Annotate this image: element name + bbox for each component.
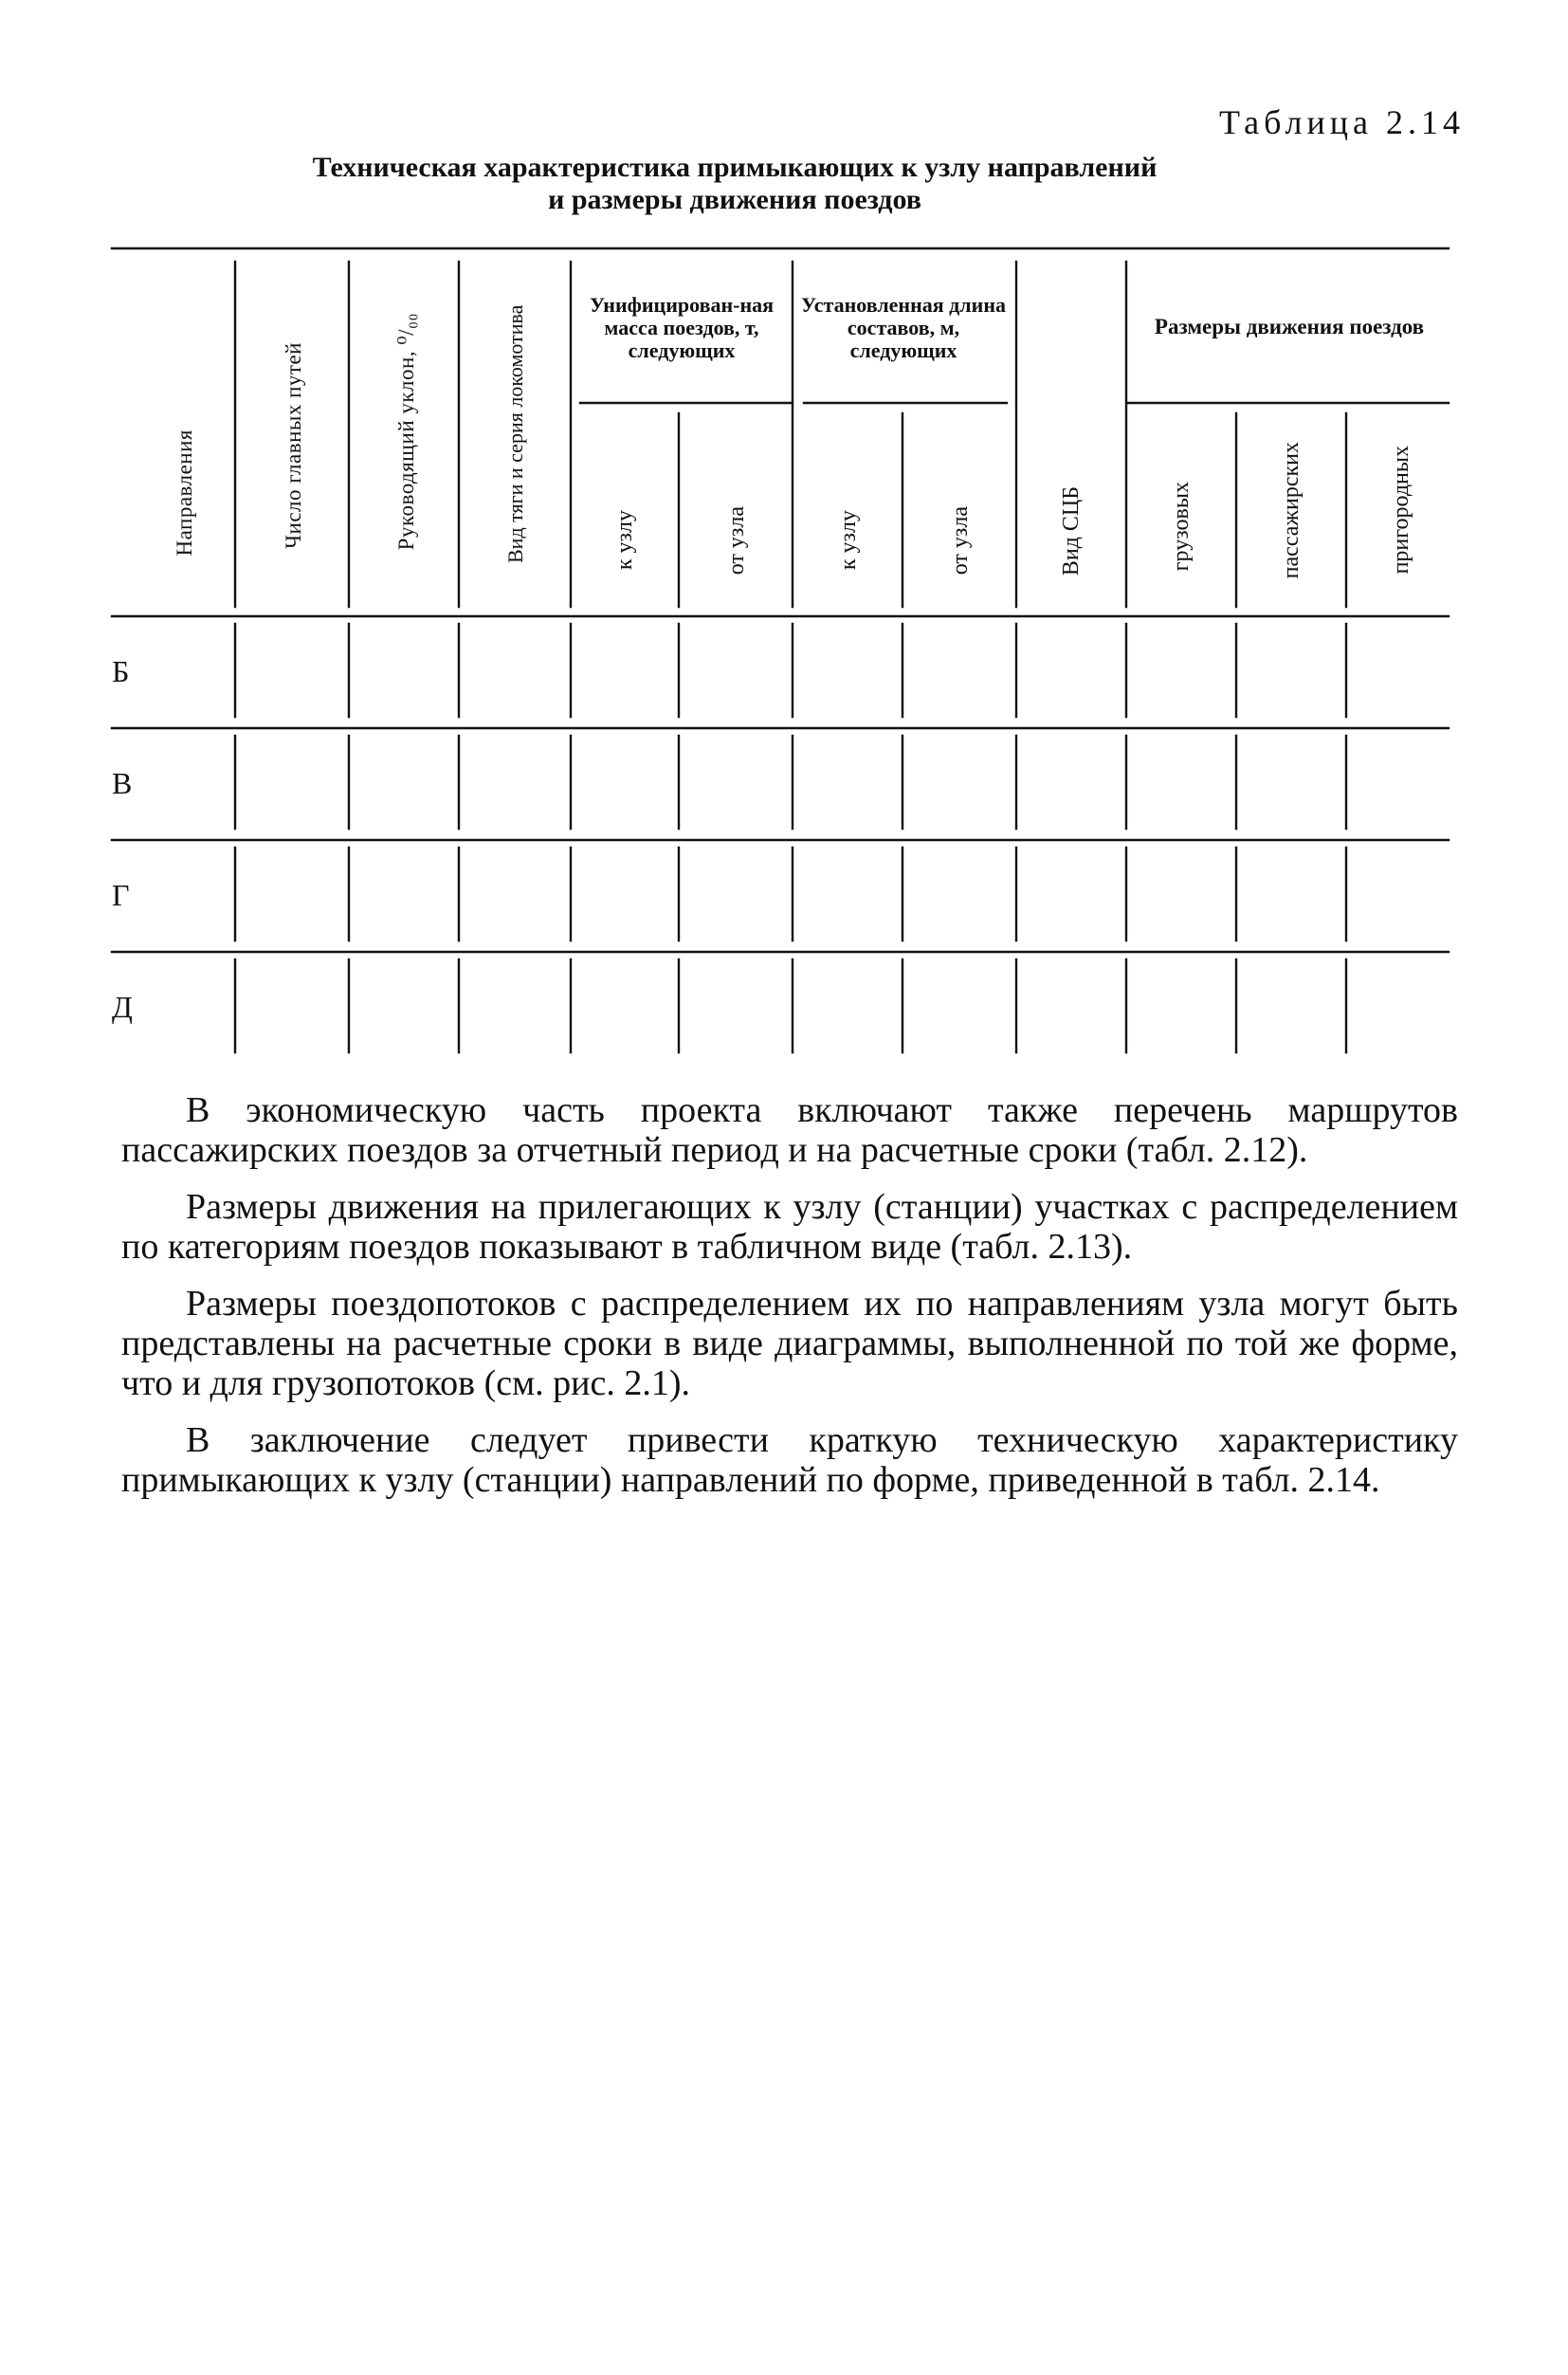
col-main-tracks: Число главных путей [282, 342, 305, 549]
caption-line-1: Техническая характеристика примыкающих к узлу направлений [312, 152, 1158, 183]
paragraph-4: В заключение следует привести краткую техническую характеристику примыкающих к узлу (станции) направлений по форме, приведенной в табл. 2.14. [121, 1420, 1458, 1500]
col-grade: Руководящий уклон, ⁰/₀₀ [394, 312, 418, 551]
col-freight: грузовых [1169, 481, 1194, 572]
table-number: Таблица 2.14 [1219, 103, 1465, 141]
col-direction: Направления [173, 429, 196, 557]
col-group-traffic: Размеры движения поездов [1154, 315, 1425, 338]
paragraph-1: В экономическую часть проекта включают также перечень маршрутов пассажирских поездов за отчетный период и на расчетные сроки (табл. 2.12). [121, 1090, 1458, 1170]
row-label-b: Б [112, 654, 130, 688]
row-label-g: Г [112, 878, 130, 912]
col-length-from: от узла [948, 505, 973, 575]
col-group-length: Установленная длина составов, м, следующих [800, 293, 1006, 362]
caption-line-2: и размеры движения поездов [548, 184, 921, 215]
paragraph-3: Размеры поездопотоков с распределением их по направлениям узла могут быть представлены на расчетные сроки в виде диаграммы, выполненной по той же форме, что и для грузопотоков (см. рис. 2.1). [121, 1284, 1458, 1403]
col-mass-to: к узлу [612, 510, 637, 571]
col-traction: Вид тяги и серия локомотива [503, 304, 527, 564]
col-signalling: Вид СЦБ [1059, 485, 1084, 576]
col-length-to: к узлу [836, 510, 861, 571]
row-label-d: Д [112, 990, 133, 1024]
paragraph-2: Размеры движения на прилегающих к узлу (станции) участках с распределением по категориям поездов показывают в табличном виде (табл. 2.13). [121, 1187, 1458, 1267]
col-passenger: пассажирских [1279, 441, 1304, 579]
col-mass-from: от узла [724, 505, 749, 575]
col-suburban: пригородных [1389, 446, 1413, 575]
body-text [121, 1090, 1458, 1517]
row-label-v: В [112, 766, 133, 800]
col-group-mass: Унифицирован-ная масса поездов, т, следующих [589, 293, 775, 362]
